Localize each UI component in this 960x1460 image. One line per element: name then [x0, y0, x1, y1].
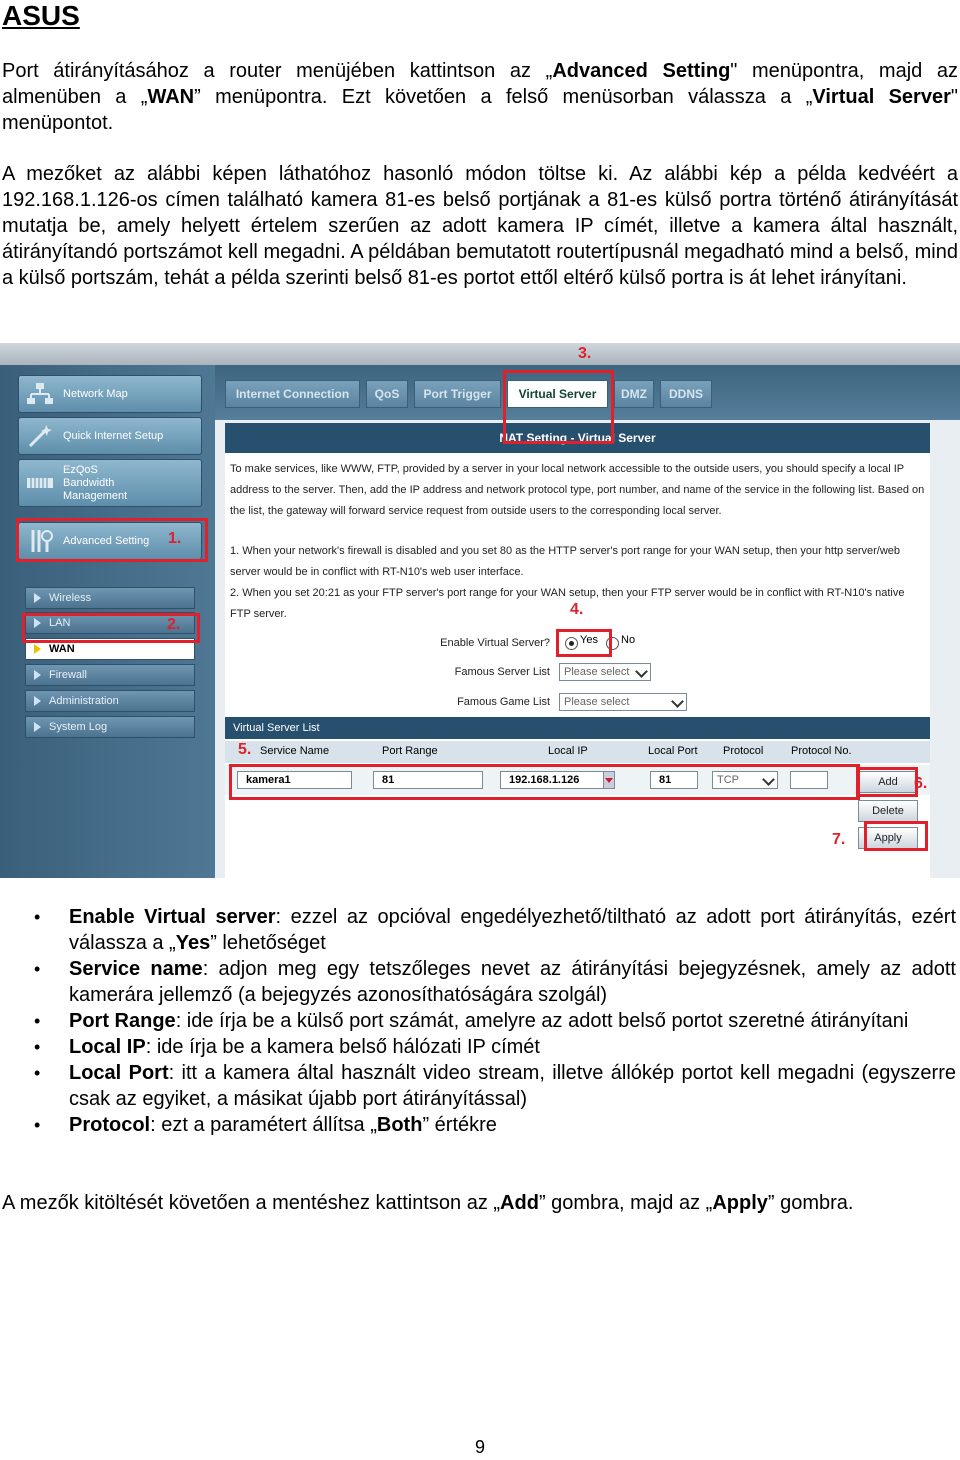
- enable-virtual-server-label: Enable Virtual Server?: [440, 637, 550, 649]
- closing-paragraph: A mezők kitöltését követően a mentéshez kattintson az „Add” gombra, majd az „Apply” gombra.: [2, 1192, 854, 1214]
- tab-internet-connection[interactable]: Internet Connection: [225, 380, 360, 408]
- marker-1: 1.: [168, 530, 182, 547]
- panel-title: NAT Setting - Virtual Server: [225, 423, 930, 453]
- sidebar-item-administration[interactable]: Administration: [25, 690, 195, 712]
- add-button[interactable]: Add: [858, 771, 918, 793]
- instructions-paragraph: A mezőket az alábbi képen láthatóhoz hasonló módon töltse ki. Az alábbi kép a példa kedvéért a 192.168.1.126-os címen található kamera 81-es belső portjának a 81-es külső portra történő átirányítását mutatja be, amely helyett értelem szerűen az adott kamera IP címét, illetve a kamera által használt, átirányítandó portszámot kell megadni. A példában bemutatott routertípusnál megadható mind a belső, mind a külső portszám, tehát a példa szerinti belső 81-es portot ettől eltérő külső portra is át lehet irányítani.: [2, 163, 958, 289]
- highlight-add: [856, 767, 918, 797]
- virtual-server-list-title: Virtual Server List: [225, 717, 930, 739]
- local-ip-input[interactable]: 192.168.1.126: [500, 771, 608, 789]
- tab-virtual-server[interactable]: Virtual Server: [507, 380, 608, 408]
- router-screenshot: [0, 343, 960, 878]
- radio-no-label: No: [621, 634, 636, 646]
- panel-note-1: 1. When your network's firewall is disabled and you set 80 as the HTTP server's port range for your WAN setup, then your http server/web server would be in conflict with RT-N10's web user interface.: [230, 545, 901, 578]
- sidebar-quick-setup[interactable]: Quick Internet Setup: [18, 417, 202, 455]
- sidebar-ezqos[interactable]: EzQoS Bandwidth Management: [18, 459, 202, 507]
- network-map-icon: [25, 381, 55, 407]
- marker-7: 7.: [832, 831, 846, 848]
- radio-yes-label: Yes: [580, 634, 598, 646]
- sidebar-item-wan[interactable]: WAN: [25, 638, 195, 660]
- tab-qos[interactable]: QoS: [366, 380, 408, 408]
- marker-3: 3.: [578, 345, 592, 362]
- local-port-input[interactable]: 81: [650, 771, 698, 789]
- protocol-select[interactable]: TCP: [712, 771, 778, 789]
- intro-paragraph: Port átirányításához a router menüjében kattintson az „Advanced Setting" menüpontra, majd az almenüben a „WAN” menüpontra. Ezt követően a felső menüsorban válassza a „Virtual Server" menüpontot.: [2, 60, 958, 134]
- list-item: • Enable Virtual server: ezzel az opcióval engedélyezhető/tiltható az adott port átirányítás, ezért válassza a „Yes” lehetőséget: [0, 904, 956, 956]
- col-protocol-no: Protocol No.: [791, 745, 852, 757]
- famous-server-label: Famous Server List: [454, 666, 550, 678]
- page-heading: ASUS: [2, 0, 80, 31]
- marker-2: 2.: [167, 616, 181, 633]
- arrow-icon: [34, 696, 41, 706]
- sidebar-item-system-log[interactable]: System Log: [25, 716, 195, 738]
- screenshot-top-bar: [0, 343, 960, 365]
- list-item: • Port Range: ide írja be a külső port számát, amelyre az adott belső portot szeretné átirányítani: [0, 1008, 956, 1034]
- col-port-range: Port Range: [382, 745, 438, 757]
- arrow-icon: [34, 644, 41, 654]
- page-number: 9: [474, 1437, 485, 1457]
- marker-5: 5.: [238, 741, 252, 758]
- marker-6: 6.: [914, 775, 928, 792]
- panel-description: To make services, like WWW, FTP, provided by a server in your local network accessible to the outside users, you should specify a local IP address to the server. Then, add the IP address and network protocol type, port number, and name of the service in the following list. Based on the list, the gateway will forward service request from outside users to the corresponding local server.: [230, 463, 925, 517]
- arrow-icon: [34, 670, 41, 680]
- marker-4: 4.: [570, 601, 584, 618]
- tab-ddns[interactable]: DDNS: [660, 380, 712, 408]
- arrow-icon: [34, 722, 41, 732]
- famous-game-label: Famous Game List: [457, 696, 550, 708]
- service-name-input[interactable]: kamera1: [237, 771, 352, 789]
- panel-note-2: 2. When you set 20:21 as your FTP server's port range for your WAN setup, then your FTP server would be in conflict with RT-N10's native FTP server.: [230, 587, 905, 620]
- list-item: • Service name: adjon meg egy tetszőleges nevet az átirányítási bejegyzésnek, amely az adott kamerára jellemző (a bejegyzés azonosíthatóságára szolgál): [0, 956, 956, 1008]
- list-item: • Protocol: ezt a paramétert állítsa „Both” értékre: [0, 1112, 956, 1138]
- bandwidth-icon: [25, 470, 55, 496]
- list-item: • Local Port: itt a kamera által használt video stream, illetve állókép portot kell megadni (egyszerre csak az egyiket, a másikat újabb port átirányítással): [0, 1060, 956, 1112]
- col-local-port: Local Port: [648, 745, 698, 757]
- famous-game-select[interactable]: Please select: [559, 693, 687, 711]
- col-protocol: Protocol: [723, 745, 764, 757]
- sidebar-item-wireless[interactable]: Wireless: [25, 587, 195, 609]
- tab-port-trigger[interactable]: Port Trigger: [414, 380, 501, 408]
- famous-server-select[interactable]: Please select: [559, 663, 651, 681]
- apply-button[interactable]: Apply: [858, 827, 918, 849]
- highlight-input-row: [229, 764, 860, 800]
- highlight-apply: [864, 821, 928, 851]
- tab-dmz[interactable]: DMZ: [614, 380, 654, 408]
- col-local-ip: Local IP: [548, 745, 588, 757]
- chevron-down-icon: [671, 695, 684, 708]
- delete-button[interactable]: Delete: [858, 800, 918, 822]
- field-explanations-list: [0, 904, 960, 1138]
- arrow-icon: [34, 593, 41, 603]
- sidebar-item-lan[interactable]: LAN: [25, 612, 195, 634]
- col-service-name: Service Name: [260, 745, 330, 757]
- sidebar-item-firewall[interactable]: Firewall: [25, 664, 195, 686]
- port-range-input[interactable]: 81: [373, 771, 483, 789]
- wand-icon: [25, 423, 55, 449]
- sidebar-network-map[interactable]: Network Map: [18, 375, 202, 413]
- chevron-down-icon: [635, 665, 648, 678]
- list-item: • Local IP: ide írja be a kamera belső hálózati IP címét: [0, 1034, 956, 1060]
- sidebar-advanced-setting[interactable]: Advanced Setting: [18, 522, 202, 560]
- highlight-yes: [556, 629, 612, 657]
- highlight-virtual-server: [503, 370, 614, 444]
